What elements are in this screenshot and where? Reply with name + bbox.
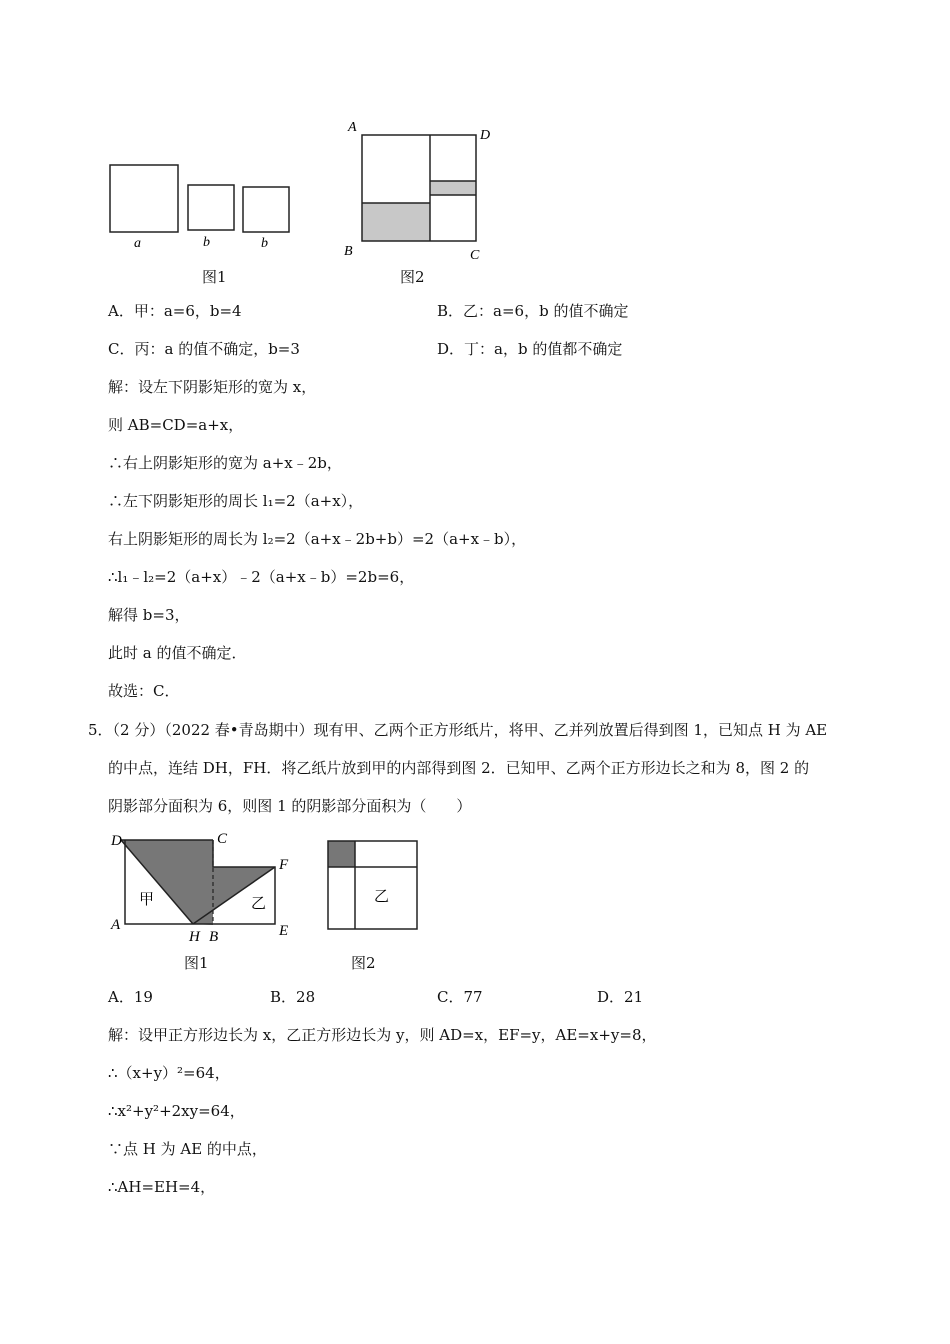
figure-squares xyxy=(100,150,300,260)
q4-option-d: D．丁：a，b 的值都不确定 xyxy=(437,340,623,358)
label-jia: 甲 xyxy=(139,892,155,908)
label-b2: b xyxy=(261,236,268,251)
fig2-caption-top: 图2 xyxy=(400,268,425,286)
fig1-caption-top: 图1 xyxy=(202,268,227,286)
q4-option-b: B．乙：a=6，b 的值不确定 xyxy=(437,302,629,320)
vertex-H: H xyxy=(189,929,200,945)
square-b1 xyxy=(188,185,234,230)
q4-solution-line: ∴左下阴影矩形的周长 l₁=2（a+x）， xyxy=(108,492,364,510)
vertex-A: A xyxy=(111,917,121,933)
q4-option-a: A．甲：a=6，b=4 xyxy=(108,302,242,320)
vertex-C: C xyxy=(470,248,480,263)
q4-solution-line: ∴l₁﹣l₂=2（a+x）﹣2（a+x﹣b）=2b=6， xyxy=(108,568,415,586)
vertex-B: B xyxy=(344,244,353,259)
q5-solution-line: ∴（x+y）²=64， xyxy=(108,1064,230,1082)
q4-option-c: C．丙：a 的值不确定，b=3 xyxy=(108,340,300,358)
q5-solution-line: ∴x²+y²+2xy=64， xyxy=(108,1102,245,1120)
q5-fig1-caption: 图1 xyxy=(184,954,209,972)
label-yi: 乙 xyxy=(251,896,267,912)
q5-fig2-caption: 图2 xyxy=(351,954,376,972)
q5-option-b: B．28 xyxy=(270,988,316,1006)
q5-option-d: D．21 xyxy=(597,988,644,1006)
vertex-D: D xyxy=(480,128,491,143)
q5-stem-line: 5．（2 分）（2022 春•青岛期中）现有甲、乙两个正方形纸片，将甲、乙并列放置后得到图 1，已知点 H 为 AE xyxy=(88,721,828,739)
shaded-upper-right xyxy=(430,181,476,195)
q5-solution-line: 解：设甲正方形边长为 x，乙正方形边长为 y，则 AD=x，EF=y，AE=x+y=8， xyxy=(108,1026,657,1044)
q5-option-c: C．77 xyxy=(437,988,483,1006)
label-yi: 乙 xyxy=(374,889,390,905)
figure-2-rectangle xyxy=(340,115,500,265)
q4-solution-line: ∴右上阴影矩形的宽为 a+x﹣2b， xyxy=(108,454,342,472)
q4-solution-line: 右上阴影矩形的周长为 l₂=2（a+x﹣2b+b）=2（a+x﹣b）， xyxy=(108,530,527,548)
q4-solution-line: 解：设左下阴影矩形的宽为 x， xyxy=(108,378,317,396)
label-b1: b xyxy=(203,235,210,250)
shaded-triangle-left xyxy=(121,840,213,925)
vertex-F: F xyxy=(279,857,289,873)
shaded-lower-left xyxy=(362,203,430,241)
q5-solution-line: ∵点 H 为 AE 的中点， xyxy=(108,1140,267,1158)
q5-option-a: A．19 xyxy=(108,988,153,1006)
vertex-C: C xyxy=(217,831,228,847)
vertex-B: B xyxy=(209,929,219,945)
q4-solution-line: 则 AB=CD=a+x， xyxy=(108,416,244,434)
q5-figure-2 xyxy=(320,835,430,940)
q5-solution-line: ∴AH=EH=4， xyxy=(108,1178,216,1196)
label-a: a xyxy=(134,236,141,251)
vertex-D: D xyxy=(111,833,122,849)
vertex-A: A xyxy=(348,120,357,135)
vertex-E: E xyxy=(279,923,289,939)
q4-solution-line: 故选：C． xyxy=(108,682,180,700)
q5-stem-line: 阴影部分面积为 6，则图 1 的阴影部分面积为（ ） xyxy=(108,797,472,815)
q4-solution-line: 解得 b=3， xyxy=(108,606,190,624)
square-b2 xyxy=(243,187,289,232)
q5-stem-line: 的中点，连结 DH，FH．将乙纸片放到甲的内部得到图 2．已知甲、乙两个正方形边长之和为 8，图 2 的 xyxy=(108,759,810,777)
q4-solution-line: 此时 a 的值不确定． xyxy=(108,644,247,662)
shaded-square xyxy=(328,841,355,867)
square-a xyxy=(110,165,178,232)
q5-figure-1 xyxy=(105,825,305,945)
